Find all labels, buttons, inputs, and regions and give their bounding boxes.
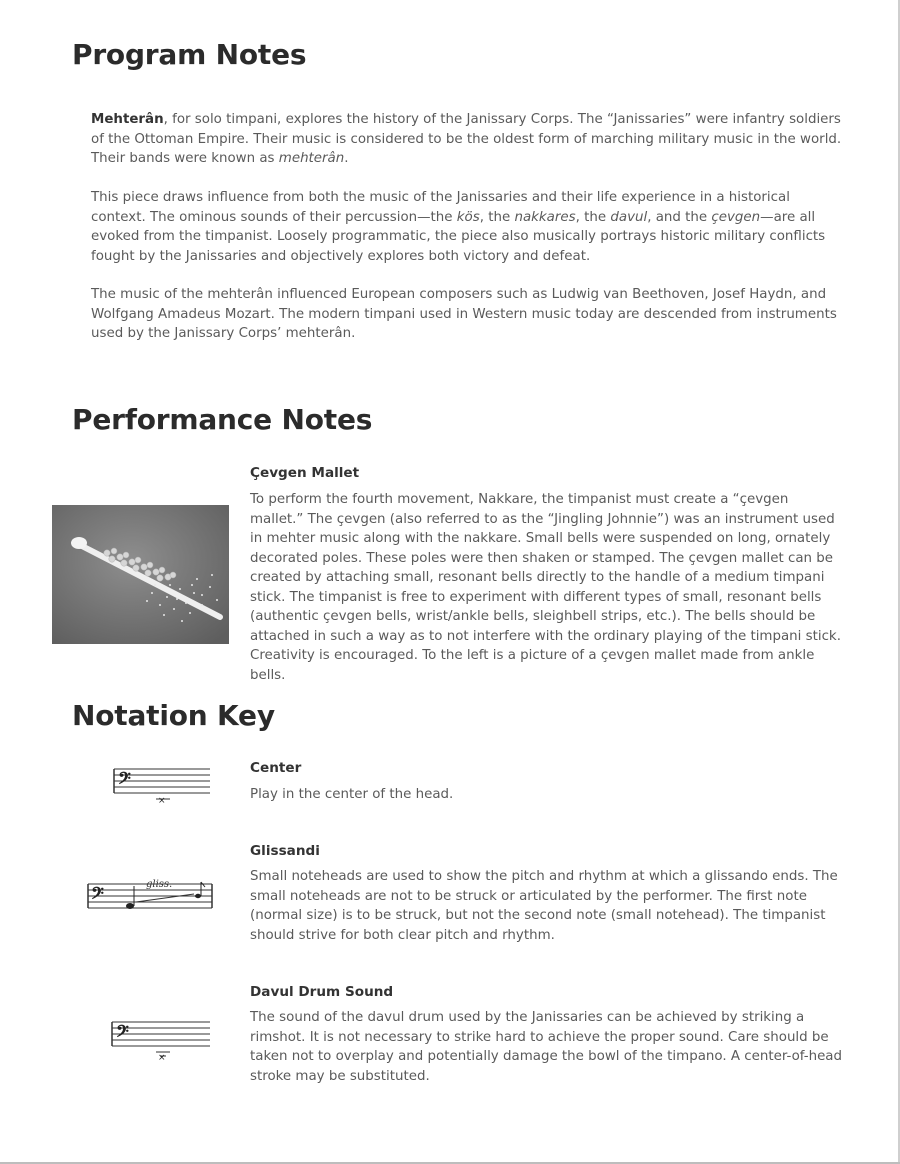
glissandi-text: Small noteheads are used to show the pitch and rhythm at which a glissando ends. The small noteheads are not to be struck or articulated by the performer. The first note (normal size) is to be struck, but not the second note (small notehead). The timpanist should strive for both clear pitch and rhythm. — [250, 869, 838, 943]
davul-heading: Davul Drum Sound — [250, 984, 394, 1000]
program-notes-paragraph-3: The music of the mehterân influenced European composers such as Ludwig van Beethoven, Josef Haydn, and Wolfgang Amadeus Mozart. The modern timpani used in Western music today are descended from instruments used by the Janissary Corps’ mehterân. — [91, 287, 837, 341]
mallet-illustration — [52, 505, 229, 644]
piece-title: Mehterân — [91, 112, 164, 127]
glissandi-heading: Glissandi — [250, 843, 320, 859]
center-notation-example — [112, 763, 212, 807]
rimshot-notehead-icon: × — [158, 1053, 166, 1062]
cevgen-mallet-text: To perform the fourth movement, Nakkare, the timpanist must create a “çevgen mallet.” The çevgen (also referred to as the “Jingling Johnnie”) was an instrument used in mehter music along with the nakkare. Small bells were suspended on long, ornately decorated poles. These poles were then shaken or stamped. The çevgen mallet can be created by attaching small, resonant bells directly to the handle of a medium timpani stick. The timpanist is free to experiment with different types of small, resonant bells (authentic çevgen bells, wrist/ankle bells, sleighbell strips, etc.). The bells should be attached in such a way as to not interfere with the ordinary playing of the timpani stick. Creativity is encouraged. To the left is a picture of a çevgen mallet made from ankle bells. — [250, 492, 841, 683]
gliss-label: gliss. — [146, 879, 173, 890]
cevgen-mallet-heading: Çevgen Mallet — [250, 465, 360, 481]
performance-notes-title: Performance Notes — [72, 403, 373, 436]
davul-notation-example — [110, 1016, 212, 1062]
program-notes-title: Program Notes — [72, 38, 307, 71]
glissandi-notation-example — [86, 874, 214, 918]
bass-clef-icon: 𝄢 — [116, 1021, 129, 1045]
program-notes-paragraph-1: Mehterân, for solo timpani, explores the history of the Janissary Corps. The “Janissaries” were infantry soldiers of the Ottoman Empire. Their music is considered to be the oldest form of marching military music in the world. Their bands were known as mehterân. — [91, 112, 842, 166]
bass-clef-icon: 𝄢 — [118, 768, 131, 792]
bass-clef-icon: 𝄢 — [91, 883, 104, 907]
cevgen-mallet-photo — [52, 505, 229, 644]
davul-text: The sound of the davul drum used by the Janissaries can be achieved by striking a rimshot. It is not necessary to strike hard to achieve the proper sound. Care should be taken not to overplay and potentially damage the bowl of the timpano. A center-of-head stroke may be substituted. — [250, 1010, 843, 1084]
program-notes-paragraph-2: This piece draws influence from both the music of the Janissaries and their life experience in a historical context. The ominous sounds of their percussion—the kös, the nakkares, the davul, and the çevgen—are all evoked from the timpanist. Loosely programmatic, the piece also musically portrays historic military conflicts fought by the Janissaries and objectively explores both victory and defeat. — [91, 190, 826, 264]
x-notehead-icon: × — [158, 796, 166, 806]
center-heading: Center — [250, 760, 302, 776]
center-text: Play in the center of the head. — [250, 787, 454, 802]
notation-key-title: Notation Key — [72, 699, 275, 732]
